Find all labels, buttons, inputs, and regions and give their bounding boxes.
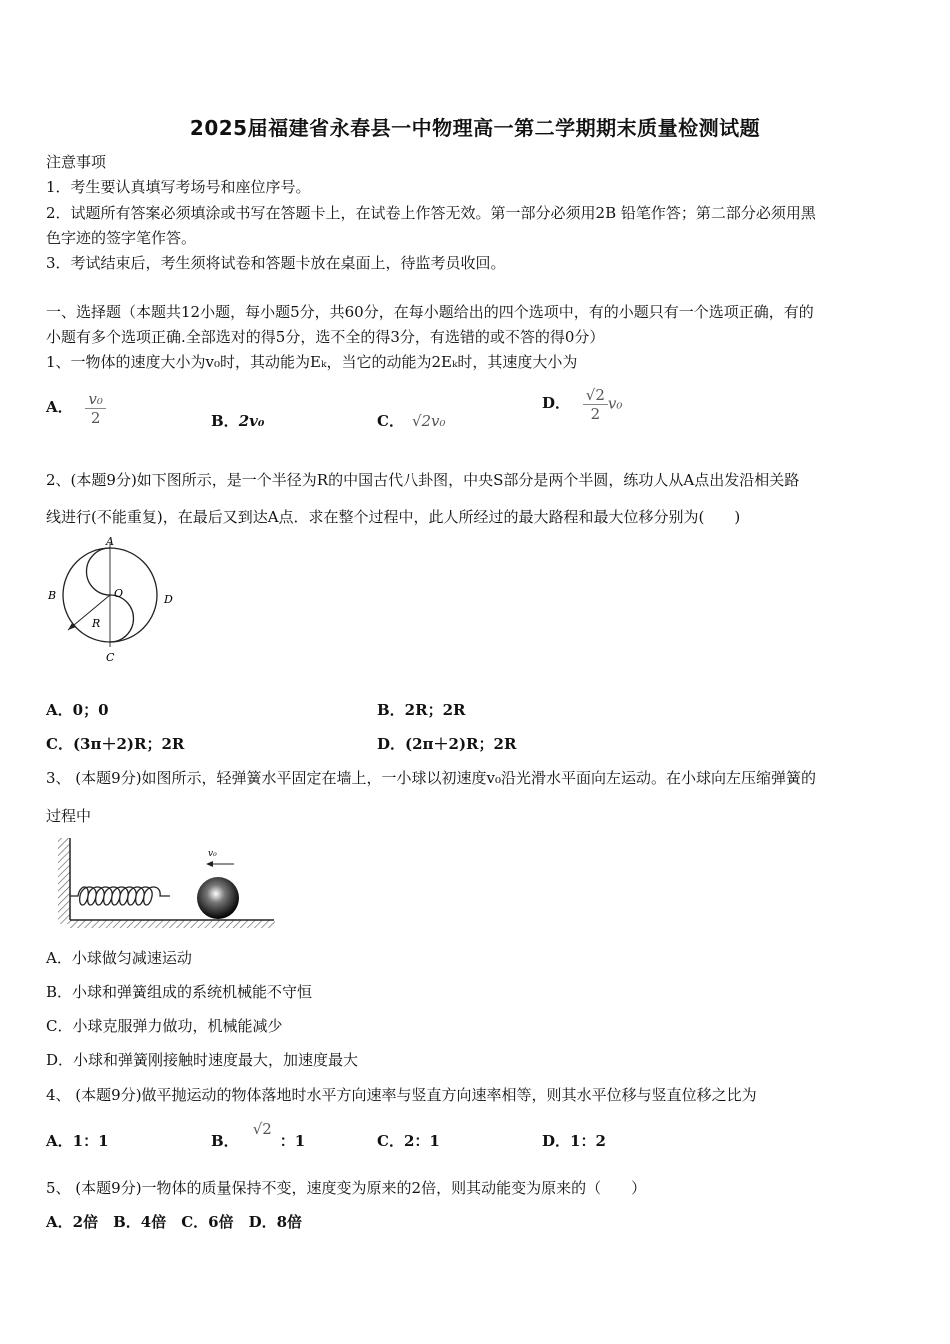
notice-item-3: 3．考试结束后，考生须将试卷和答题卡放在桌面上，待监考员收回。 <box>46 254 506 272</box>
notice-heading: 注意事项 <box>46 153 107 171</box>
q1-option-b-text: 2v₀ <box>238 412 265 430</box>
q3-option-c: C．小球克服弹力做功，机械能减少 <box>46 1017 283 1035</box>
q5-stem: 5、 (本题9分)一物体的质量保持不变，速度变为原来的2倍，则其动能变为原来的（ ） <box>46 1179 647 1197</box>
notice-item-2-cont: 色字迹的签字笔作答。 <box>46 229 197 247</box>
q1-option-a-numerator: v₀ <box>85 390 106 409</box>
q1-option-d-label: D． <box>542 393 571 412</box>
q2-stem-line1: 2、(本题9分)如下图所示，是一个半径为R的中国古代八卦图，中央S部分是两个半圆，练功人从A点出发沿相关路 <box>46 471 800 489</box>
q3-stem-line2: 过程中 <box>46 807 92 825</box>
q1-option-d-fraction <box>583 386 608 423</box>
q4-option-d: D．1：2 <box>542 1132 606 1150</box>
ball-icon <box>197 877 239 919</box>
q5-options: A．2倍 B．4倍 C．6倍 D．8倍 <box>46 1213 303 1231</box>
label-d: D <box>164 593 173 606</box>
q1-option-d-numerator: √2 <box>583 386 608 405</box>
notice-item-2: 2．试题所有答案必须填涂或书写在答题卡上，在试卷上作答无效。第一部分必须用2B 铅笔作答；第二部分必须用黑 <box>46 204 816 222</box>
page-title: 2025届福建省永春县一中物理高一第二学期期末质量检测试题 <box>189 116 761 140</box>
q2-option-a: A．0；0 <box>46 701 109 719</box>
q1-option-b <box>211 410 264 431</box>
q1-option-d-tail: v₀ <box>607 394 623 413</box>
q3-option-b: B．小球和弹簧组成的系统机械能不守恒 <box>46 983 313 1001</box>
q1-option-a <box>46 390 106 427</box>
q3-option-a: A．小球做匀减速运动 <box>46 949 192 967</box>
label-o: O <box>114 587 124 600</box>
left-arrow-icon <box>206 861 213 867</box>
q1-option-a-fraction <box>85 390 106 427</box>
spring-ball-diagram <box>56 836 278 932</box>
spring-icon <box>70 887 170 905</box>
q1-option-c <box>377 410 446 431</box>
wall-hatch <box>58 838 70 924</box>
q4-option-b-label: B． <box>211 1132 239 1150</box>
q1-option-a-denominator: 2 <box>90 409 101 427</box>
label-b: B <box>48 589 57 602</box>
q1-option-c-text: √2v₀ <box>411 412 446 430</box>
q1-option-c-label: C． <box>377 412 404 430</box>
q4-option-b-sqrt: √2 <box>252 1120 272 1138</box>
floor-hatch <box>70 920 275 928</box>
label-r: R <box>92 617 101 630</box>
bagua-diagram <box>44 535 184 665</box>
q1-stem: 1、一物体的速度大小为v₀时，其动能为Eₖ，当它的动能为2Eₖ时，其速度大小为 <box>46 353 578 371</box>
q4-stem: 4、 (本题9分)做平抛运动的物体落地时水平方向速率与竖直方向速率相等，则其水平位移与竖直位移之比为 <box>46 1086 757 1104</box>
q1-option-d-denominator: 2 <box>590 405 601 423</box>
q2-option-c: C．(3π＋2)R；2R <box>46 735 185 753</box>
q2-option-d: D．(2π＋2)R；2R <box>377 735 517 753</box>
q4-option-b-tail: ：1 <box>279 1132 306 1150</box>
q1-option-a-label: A． <box>46 397 73 416</box>
q3-option-d: D．小球和弹簧刚接触时速度最大，加速度最大 <box>46 1051 359 1069</box>
label-a: A <box>106 535 114 548</box>
q2-option-b: B．2R；2R <box>377 701 466 719</box>
section-heading-line1: 一、选择题（本题共12小题，每小题5分，共60分，在每小题给出的四个选项中，有的小题只有一个选项正确，有的 <box>46 303 814 321</box>
section-heading-line2: 小题有多个选项正确.全部选对的得5分，选不全的得3分，有选错的或不答的得0分） <box>46 328 605 346</box>
q4-option-a: A．1：1 <box>46 1132 109 1150</box>
bagua-radius-line <box>68 595 110 630</box>
velocity-label: v₀ <box>208 849 217 859</box>
q1-option-d <box>542 386 622 423</box>
q4-option-b <box>211 1120 306 1151</box>
label-c: C <box>106 651 115 664</box>
notice-item-1: 1．考生要认真填写考场号和座位序号。 <box>46 178 311 196</box>
q4-option-c: C．2：1 <box>377 1132 440 1150</box>
q2-stem-line2: 线进行(不能重复)，在最后又到达A点．求在整个过程中，此人所经过的最大路程和最大位移分别为( ) <box>46 508 741 526</box>
q1-option-b-label: B． <box>211 412 239 430</box>
q3-stem-line1: 3、 (本题9分)如图所示，轻弹簧水平固定在墙上，一小球以初速度v₀沿光滑水平面向左运动。在小球向左压缩弹簧的 <box>46 769 817 787</box>
